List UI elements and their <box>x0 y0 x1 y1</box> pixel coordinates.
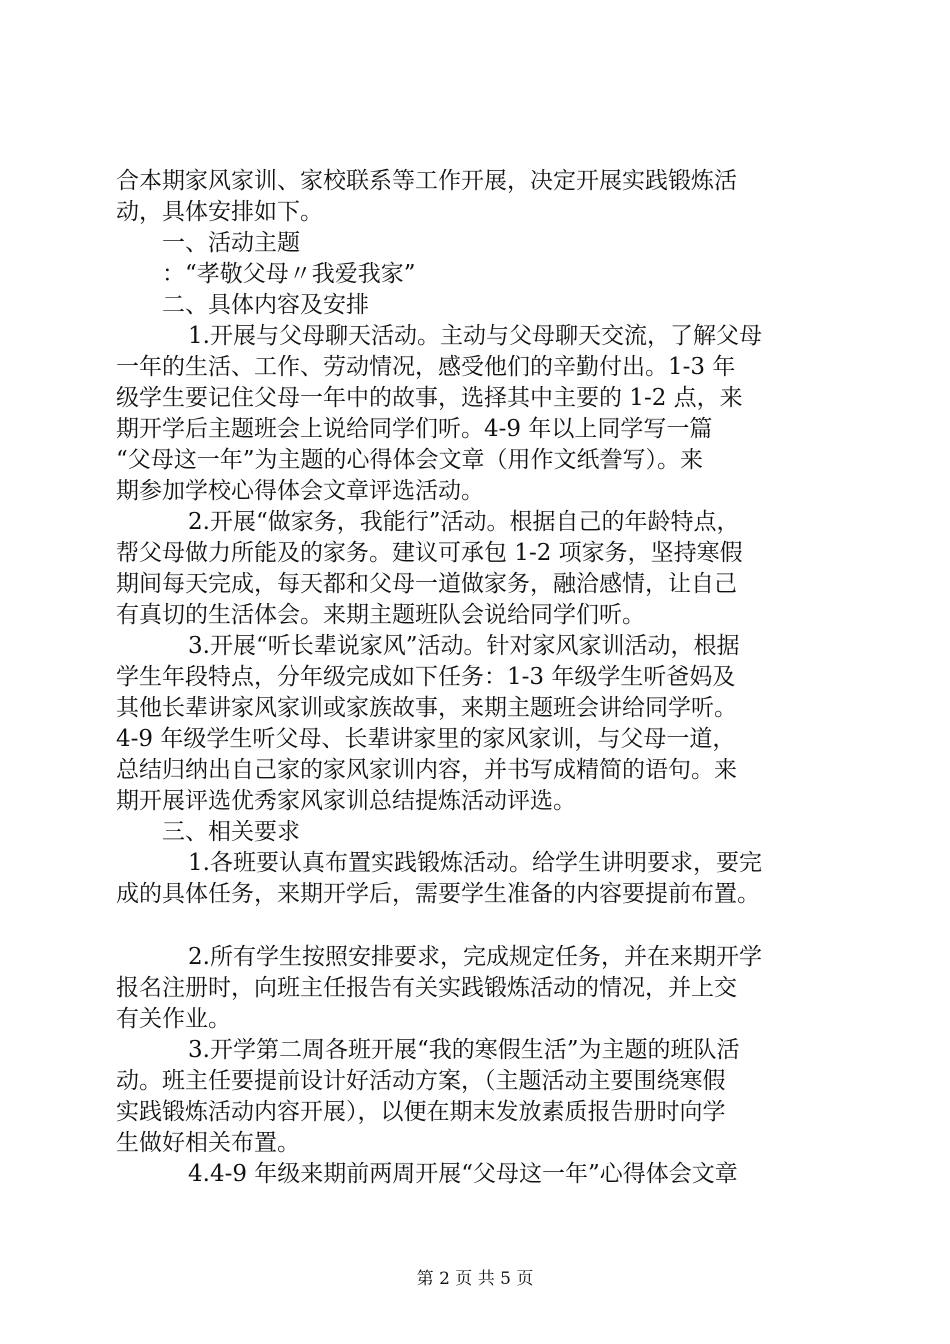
text-line: 总结归纳出自己家的家风家训内容，并书写成精简的语句。来 <box>116 757 737 783</box>
text-line: 1.开展与父母聊天活动。主动与父母聊天交流，了解父母 <box>188 323 762 349</box>
text-line: 期开学后主题班会上说给同学们听。4-9 年以上同学写一篇 <box>116 416 713 442</box>
text-line: 帮父母做力所能及的家务。建议可承包 1-2 项家务，坚持寒假 <box>116 540 743 566</box>
text-line: 3.开学第二周各班开展“我的寒假生活”为主题的班队活 <box>188 1037 740 1063</box>
section-heading-1: 一、活动主题 <box>162 230 300 256</box>
text-line: 3.开展“听长辈说家风”活动。针对家风家训活动，根据 <box>188 633 740 659</box>
text-line: 报名注册时，向班主任报告有关实践锻炼活动的情况，并上交 <box>116 975 737 1001</box>
text-line: 级学生要记住父母一年中的故事，选择其中主要的 1-2 点，来 <box>116 385 743 411</box>
text-line: 2.所有学生按照安排要求，完成规定任务，并在来期开学 <box>188 944 762 970</box>
document-body <box>116 166 832 1190</box>
text-line: 有关作业。 <box>116 1006 231 1032</box>
section-heading-3: 三、相关要求 <box>162 819 300 845</box>
text-line: “父母这一年”为主题的心得体会文章（用作文纸誊写）。来 <box>116 447 704 473</box>
section-heading-2: 二、具体内容及安排 <box>162 292 369 318</box>
text-line: 动，具体安排如下。 <box>116 199 323 225</box>
text-line: 动。班主任要提前设计好活动方案，（主题活动主要围绕寒假 <box>116 1068 726 1094</box>
text-line: 学生年段特点，分年级完成如下任务：1-3 年级学生听爸妈及 <box>116 664 736 690</box>
text-line: 4-9 年级学生听父母、长辈讲家里的家风家训，与父母一道， <box>116 726 736 752</box>
text-line: 2.开展“做家务，我能行”活动。根据自己的年龄特点， <box>188 509 740 535</box>
text-line: 期间每天完成，每天都和父母一道做家务，融洽感情，让自己 <box>116 571 737 597</box>
text-line: 实践锻炼活动内容开展），以便在期末发放素质报告册时向学 <box>116 1099 726 1125</box>
text-line: 生做好相关布置。 <box>116 1130 300 1156</box>
text-line: 成的具体任务，来期开学后，需要学生准备的内容要提前布置。 <box>116 881 760 907</box>
text-line: 一年的生活、工作、劳动情况，感受他们的辛勤付出。1-3 年 <box>116 354 736 380</box>
text-line: 期参加学校心得体会文章评选活动。 <box>116 478 484 504</box>
text-line: 4.4-9 年级来期前两周开展“父母这一年”心得体会文章 <box>188 1161 738 1187</box>
text-line: 其他长辈讲家风家训或家族故事，来期主题班会讲给同学听。 <box>116 695 737 721</box>
text-line: 合本期家风家训、家校联系等工作开展，决定开展实践锻炼活 <box>116 168 737 194</box>
activity-theme: ：“孝敬父母〃我爱我家” <box>162 261 416 287</box>
page-footer: 第 2 页 共 5 页 <box>416 1269 534 1289</box>
text-line: 1.各班要认真布置实践锻炼活动。给学生讲明要求，要完 <box>188 850 762 876</box>
text-line: 期开展评选优秀家风家训总结提炼活动评选。 <box>116 788 576 814</box>
text-line: 有真切的生活体会。来期主题班队会说给同学们听。 <box>116 602 645 628</box>
paragraph-gap <box>116 910 832 942</box>
